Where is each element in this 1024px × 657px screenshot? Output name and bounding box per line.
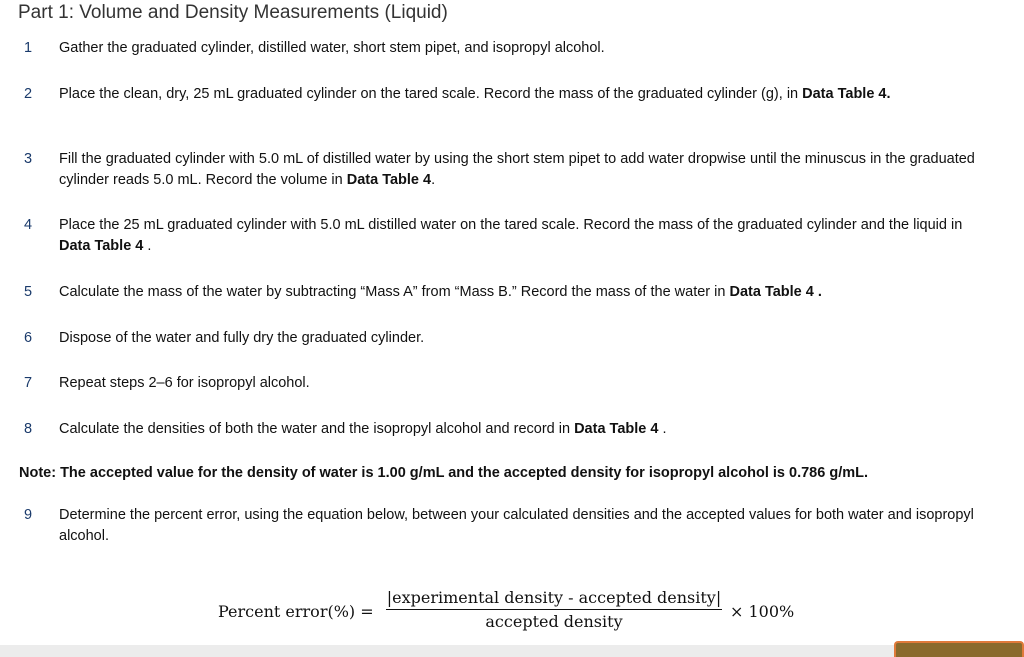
step-text-segment: Calculate the densities of both the water and the isopropyl alcohol and record in [59, 421, 575, 437]
step-text [59, 149, 994, 190]
data-table-reference: Data Table 4 [59, 237, 144, 254]
data-table-reference: Data Table 4 [574, 421, 659, 437]
step-text [59, 215, 994, 256]
step-text-segment: . [658, 421, 667, 437]
data-table-reference: Data Table 4 . [729, 284, 822, 300]
step-number: 3 [24, 151, 33, 167]
data-table-reference: Data Table 4 [346, 171, 432, 188]
page-title: Part 1: Volume and Density Measurements (Liquid) [18, 2, 448, 23]
equation-fraction [386, 588, 722, 631]
step-text-segment: . [143, 237, 152, 254]
step-text [59, 419, 994, 440]
step-number: 8 [24, 421, 33, 437]
step-text-segment: Repeat steps 2–6 for isopropyl alcohol. [59, 375, 310, 391]
step-number: 1 [24, 40, 33, 56]
step-number: 7 [24, 375, 33, 391]
step-number: 4 [24, 217, 33, 233]
step-text [59, 38, 994, 59]
step-number: 5 [24, 284, 33, 300]
equation-numerator: |experimental density - accepted density| [386, 588, 722, 607]
step-text-segment: Gather the graduated cylinder, distilled water, short stem pipet, and isopropyl alcohol. [59, 40, 605, 56]
step-text [59, 505, 994, 546]
step-text-segment: Dispose of the water and fully dry the graduated cylinder. [59, 330, 425, 346]
step-text [59, 282, 994, 303]
step-text-segment: Place the clean, dry, 25 mL graduated cylinder on the tared scale. Record the mass of the graduated cylinder (g), in [59, 86, 803, 102]
step-number: 2 [24, 86, 33, 102]
step-text [59, 328, 994, 349]
step-text-segment: . [431, 171, 436, 188]
step-text-segment: Place the 25 mL graduated cylinder with 5.0 mL distilled water on the tared scale. Record the mass of the graduated cylinder and the liquid in [59, 217, 963, 233]
data-table-reference: Data Table 4. [802, 86, 891, 102]
bottom-bar [0, 645, 1024, 657]
corner-button[interactable] [894, 641, 1024, 657]
equation-denominator: accepted density [485, 612, 623, 631]
step-text-segment: Determine the percent error, using the equation below, between your calculated densities and the accepted values for both water and isopropyl alcohol. [59, 507, 974, 544]
equation-lhs: Percent error(%) = [218, 602, 374, 621]
step-text-segment: Fill the graduated cylinder with 5.0 mL of distilled water by using the short stem pipet to add water dropwise until the minuscus in the graduated cylinder reads 5.0 mL. Record the volume in [59, 151, 975, 188]
step-text [59, 84, 994, 105]
step-text [59, 373, 994, 394]
step-number: 6 [24, 330, 33, 346]
accepted-values-note: Note: The accepted value for the density of water is 1.00 g/mL and the accepted density for isopropyl alcohol is 0.786 g/mL. [19, 465, 869, 481]
step-number: 9 [24, 507, 33, 523]
equation-rhs: × 100% [730, 602, 795, 621]
step-text-segment: Calculate the mass of the water by subtracting “Mass A” from “Mass B.” Record the mass of the water in [59, 284, 730, 300]
